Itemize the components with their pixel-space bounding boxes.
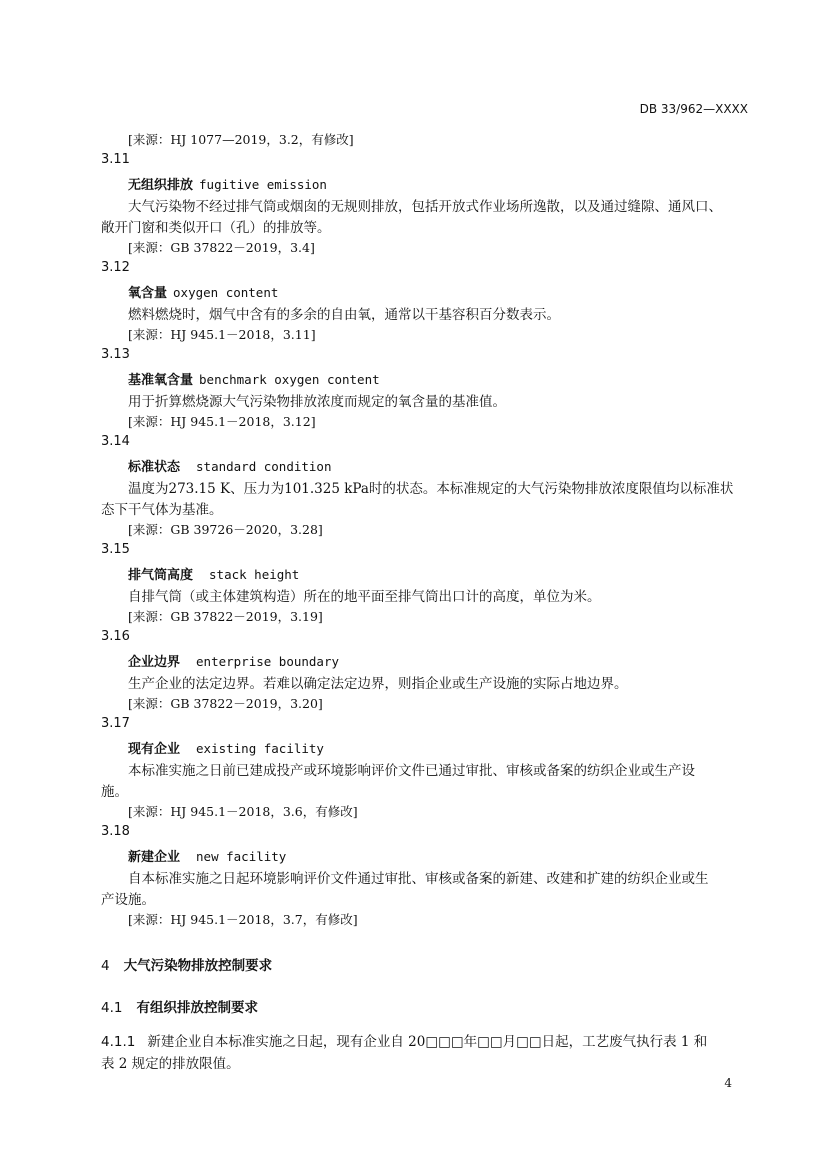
definition-line: 生产企业的法定边界。若难以确定法定边界，则指企业或生产设施的实际占地边界。	[128, 676, 628, 692]
term-en: benchmark oxygen content	[199, 372, 380, 387]
definition-line: 用于折算燃烧源大气污染物排放浓度而规定的氧含量的基准值。	[128, 394, 506, 410]
source-note: [来源：GB 37822－2019，3.4]	[128, 240, 315, 255]
term-en: new facility	[196, 849, 287, 864]
term-heading	[128, 282, 278, 301]
term-zh: 基准氧含量	[128, 373, 194, 388]
term-heading	[128, 651, 339, 670]
clause-number: 3.16	[101, 629, 130, 644]
source-note: [来源：GB 39726－2020，3.28]	[128, 522, 323, 537]
source-note: [来源：HJ 945.1－2018，3.12]	[128, 414, 316, 429]
term-en: enterprise boundary	[196, 654, 340, 669]
term-zh: 企业边界	[128, 655, 181, 670]
term-en: oxygen content	[173, 285, 279, 300]
term-heading	[128, 738, 324, 757]
clause-number: 4.1.1	[101, 1034, 136, 1050]
definition-line: 自排气筒（或主体建筑构造）所在的地平面至排气筒出口计的高度，单位为米。	[128, 589, 601, 605]
clause-paragraph	[101, 1030, 707, 1050]
source-note: [来源：GB 37822－2019，3.20]	[128, 696, 323, 711]
source-note: [来源：HJ 945.1－2018，3.11]	[128, 327, 316, 342]
term-en: stack height	[209, 567, 300, 582]
term-heading	[128, 564, 299, 583]
document-code: DB 33/962—XXXX	[639, 102, 748, 116]
section-title: 大气污染物排放控制要求	[123, 958, 273, 974]
term-en: fugitive emission	[199, 177, 327, 192]
clause-number: 3.17	[101, 716, 130, 731]
section-number: 4	[101, 958, 110, 974]
source-note: [来源：GB 37822－2019，3.19]	[128, 609, 323, 624]
source-note: [来源：HJ 1077—2019，3.2，有修改]	[128, 132, 354, 147]
clause-number: 3.18	[101, 824, 130, 839]
definition-line: 态下干气体为基准。	[101, 502, 223, 518]
clause-number: 3.12	[101, 260, 130, 275]
page-number: 4	[724, 1076, 732, 1090]
definition-line: 温度为273.15 K、压力为101.325 kPa时的状态。本标准规定的大气污染物排放浓度限值均以标准状	[128, 481, 734, 497]
term-zh: 现有企业	[128, 742, 181, 757]
clause-number: 3.15	[101, 542, 130, 557]
clause-number: 3.11	[101, 152, 130, 167]
source-note: [来源：HJ 945.1－2018，3.6，有修改]	[128, 804, 358, 819]
definition-line: 大气污染物不经过排气筒或烟囱的无规则排放，包括开放式作业场所逸散，以及通过缝隙、通风口、	[128, 199, 722, 215]
subsection-heading	[101, 996, 258, 1016]
term-heading	[128, 456, 331, 475]
clause-number: 3.14	[101, 434, 130, 449]
definition-line: 自本标准实施之日起环境影响评价文件通过审批、审核或备案的新建、改建和扩建的纺织企业或生	[128, 871, 709, 887]
section-heading	[101, 954, 272, 974]
term-zh: 标准状态	[128, 460, 181, 475]
term-heading	[128, 174, 327, 193]
clause-number: 3.13	[101, 347, 130, 362]
definition-line: 产设施。	[101, 892, 155, 908]
term-zh: 排气筒高度	[128, 568, 194, 583]
term-zh: 氧含量	[128, 286, 168, 301]
subsection-title: 有组织排放控制要求	[136, 1000, 258, 1016]
term-en: standard condition	[196, 459, 332, 474]
definition-line: 燃料燃烧时，烟气中含有的多余的自由氧，通常以干基容积百分数表示。	[128, 307, 560, 323]
clause-text-line: 表 2 规定的排放限值。	[101, 1056, 240, 1072]
source-note: [来源：HJ 945.1－2018，3.7，有修改]	[128, 912, 358, 927]
term-zh: 无组织排放	[128, 178, 194, 193]
term-heading	[128, 846, 286, 865]
definition-line: 本标准实施之日前已建成投产或环境影响评价文件已通过审批、审核或备案的纺织企业或生产设	[128, 763, 695, 779]
subsection-number: 4.1	[101, 1000, 123, 1016]
term-heading	[128, 369, 380, 388]
term-en: existing facility	[196, 741, 324, 756]
definition-line: 施。	[101, 784, 128, 800]
clause-text: 新建企业自本标准实施之日起，现有企业自 20□□□年□□月□□日起，工艺废气执行表 1 和	[147, 1034, 708, 1050]
definition-line: 敞开门窗和类似开口（孔）的排放等。	[101, 220, 331, 236]
term-zh: 新建企业	[128, 850, 181, 865]
